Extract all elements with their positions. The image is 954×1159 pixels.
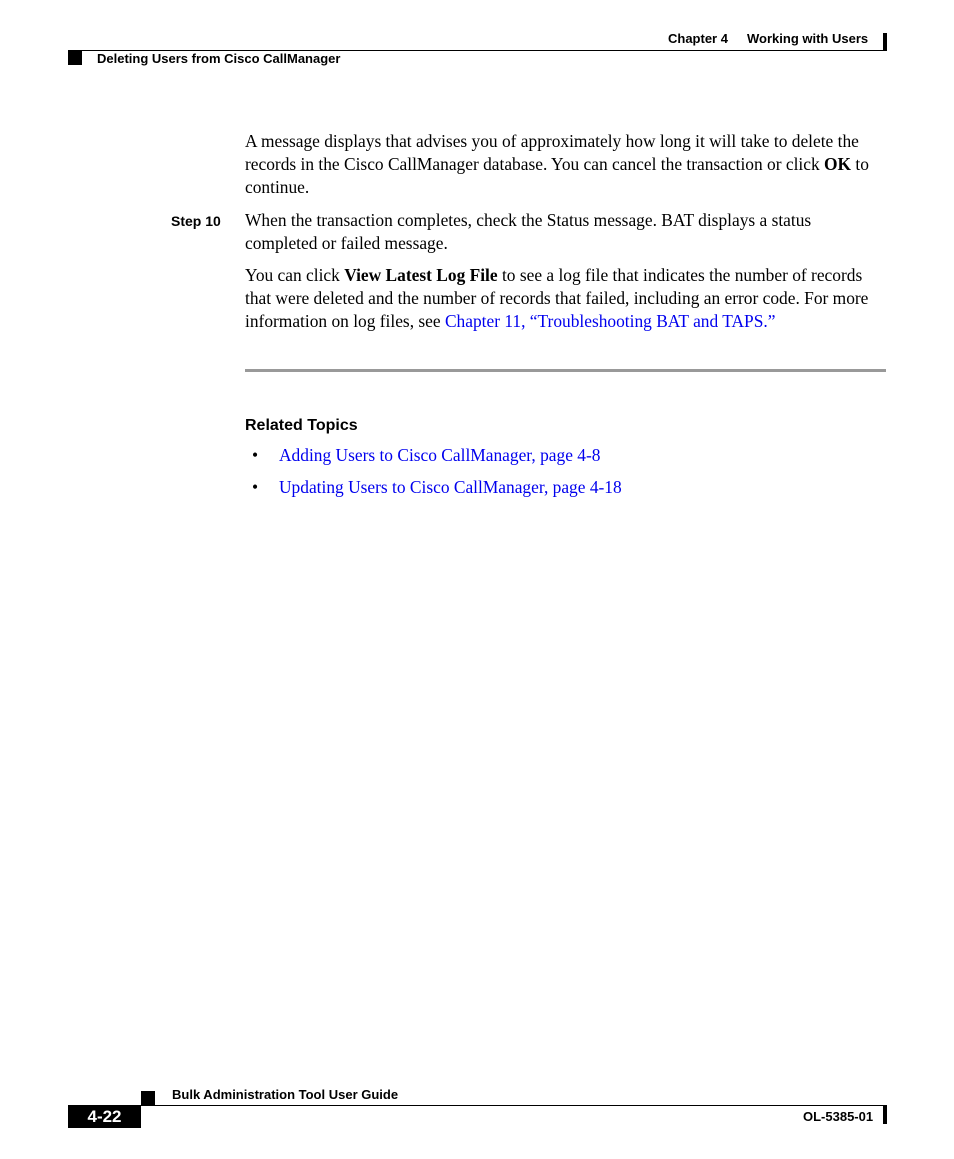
header-section-title: Deleting Users from Cisco CallManager xyxy=(97,51,341,66)
bullet-icon: • xyxy=(252,477,259,497)
paragraph-log-file: You can click View Latest Log File to see a log file that indicates the number of records that were deleted and the number of records that failed, including an error code. For more information on log files, see Chapter 11, “Troubleshooting BAT and TAPS.” xyxy=(245,265,869,331)
header-marker xyxy=(68,51,82,65)
footer-doc-number: OL-5385-01 xyxy=(803,1109,874,1124)
step-label: Step 10 xyxy=(171,213,221,229)
header-chapter-title: Working with Users xyxy=(747,31,869,46)
header-chapter: Chapter 4 xyxy=(668,31,728,46)
chapter-11-link[interactable]: Chapter 11, “Troubleshooting BAT and TAPS.” xyxy=(444,311,776,331)
footer-marker xyxy=(141,1091,155,1105)
bullet-icon: • xyxy=(252,445,259,465)
paragraph-message-info: A message displays that advises you of approximately how long it will take to delete the records in the Cisco CallManager database. You can cancel the transaction or click OK to continue. xyxy=(245,131,869,197)
footer-edge-bar xyxy=(883,1106,887,1124)
header-edge-bar xyxy=(883,33,887,51)
related-link-adding-users[interactable]: Adding Users to Cisco CallManager, page 4-8 xyxy=(279,445,601,465)
footer-rule xyxy=(141,1105,887,1106)
footer-guide-title: Bulk Administration Tool User Guide xyxy=(172,1087,399,1102)
step-text: When the transaction completes, check the Status message. BAT displays a status completed or failed message. xyxy=(245,210,812,253)
related-topics-heading: Related Topics xyxy=(245,417,358,434)
related-link-updating-users[interactable]: Updating Users to Cisco CallManager, page 4-18 xyxy=(279,477,622,497)
page-number: 4-22 xyxy=(68,1105,141,1128)
view-latest-log-file-term: View Latest Log File xyxy=(344,265,498,285)
section-divider xyxy=(245,369,886,372)
ok-term: OK xyxy=(824,154,852,174)
